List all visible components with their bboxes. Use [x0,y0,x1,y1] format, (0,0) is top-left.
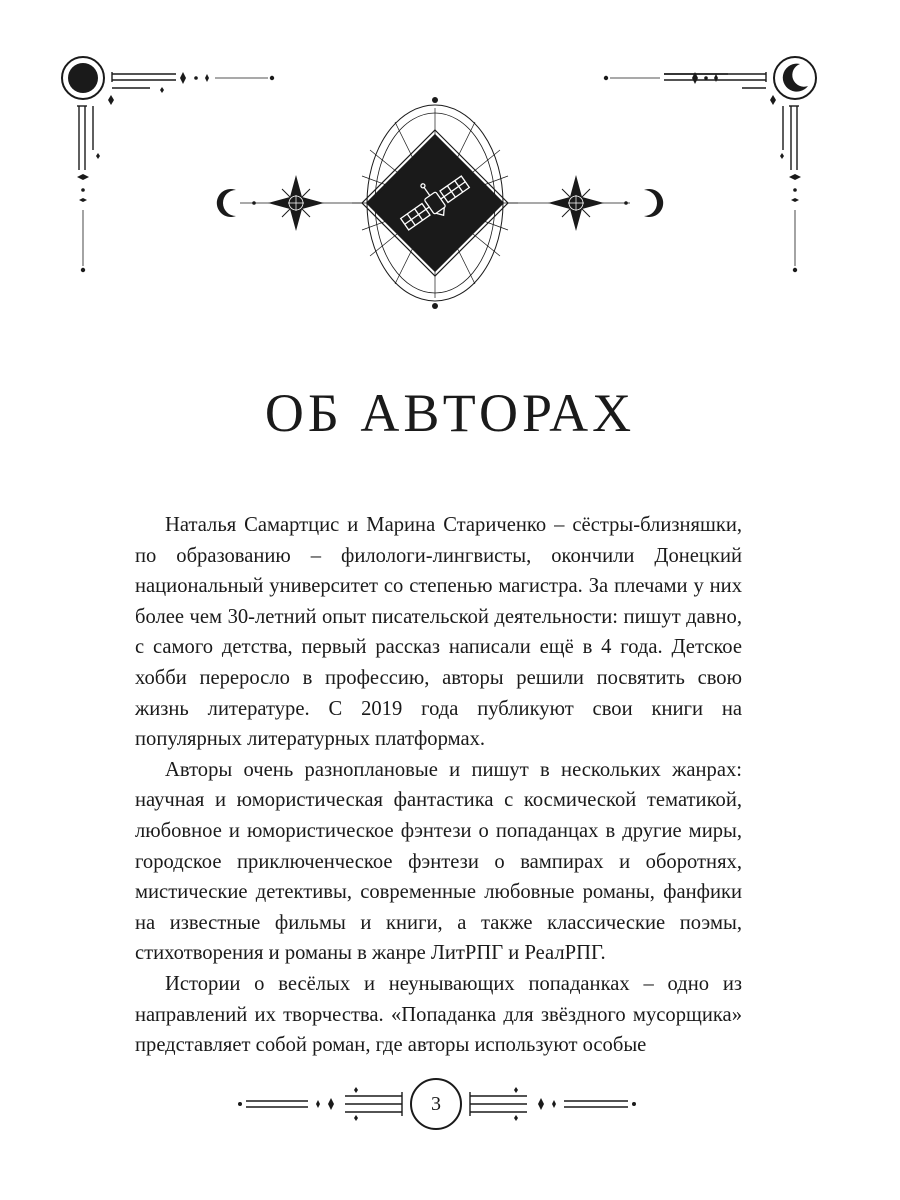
top-left-corner-ornament [62,57,274,272]
page-title: ОБ АВТОРАХ [264,383,636,443]
paragraph: Истории о весёлых и неунывающих попаданках – одно из направлений их творчества. «Попаданка для звёздного мусорщика» представляет собой роман, где авторы используют особые [135,972,742,1057]
paragraph: Наталья Самартцис и Марина Стариченко – сёстры-близняшки, по образованию – филологи-лингвисты, окончили Донецкий национальный университет со степенью магистра. За плечами у них более чем 30-летний опыт писательской деятельности: пишут давно, с самого детства, первый рассказ написали ещё в 4 года. Детское хобби переросло в профессию, авторы решили посвятить свою жизнь литературе. С 2019 года публикуют свои книги на популярных литературных платформах. [135,514,742,751]
body-text [135,510,742,1061]
crescent-moon-icon [217,189,236,217]
page-number: 3 [410,1078,462,1130]
paragraph: Авторы очень разноплановые и пишут в нескольких жанрах: научная и юмористическая фантастика с космической тематикой, любовное и юмористическое фэнтези о попаданцах в другие миры, городское приключенческое фэнтези о вампирах и оборотнях, мистические детективы, современные любовные романы, фанфики на известные фильмы и книги, а также классические поэмы, стихотворения и романы в жанре ЛитРПГ и РеалРПГ. [135,758,742,965]
compass-star-icon [548,175,604,231]
top-right-corner-ornament [604,57,816,272]
crescent-moon-icon [774,57,816,99]
emblem [217,97,663,309]
compass-star-icon [268,175,324,231]
crescent-moon-icon [644,189,663,217]
